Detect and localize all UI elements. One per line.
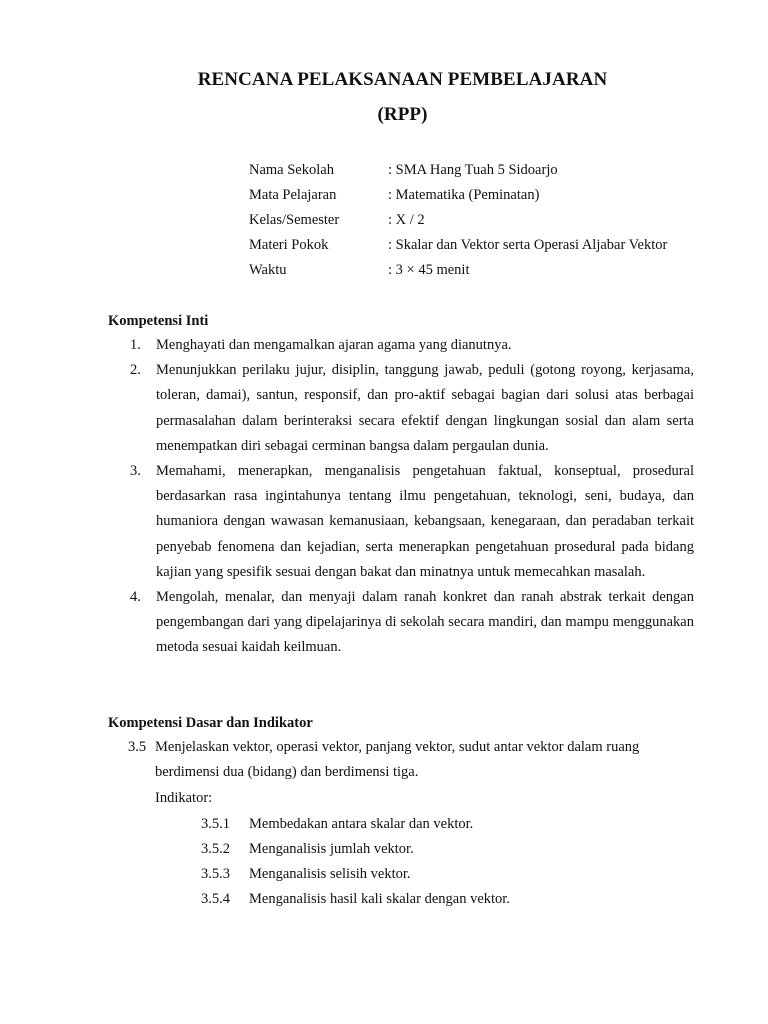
- kompetensi-inti-list: [130, 333, 694, 661]
- kd-number: 3.5: [128, 739, 147, 755]
- info-value: : Matematika (Peminatan): [388, 187, 540, 203]
- info-label: Waktu: [249, 262, 287, 278]
- list-item: [130, 358, 694, 459]
- section-heading-kompetensi-inti: Kompetensi Inti: [108, 313, 209, 329]
- info-value: : Skalar dan Vektor serta Operasi Aljabar Vektor: [388, 237, 668, 253]
- list-item-number: 1.: [130, 337, 141, 353]
- indikator-number: 3.5.3: [201, 866, 230, 882]
- list-item-number: 2.: [130, 362, 141, 379]
- indikator-text: Menganalisis selisih vektor.: [249, 866, 411, 882]
- list-item: [130, 333, 694, 358]
- section-heading-kompetensi-dasar: Kompetensi Dasar dan Indikator: [108, 715, 313, 731]
- list-item-text: Menghayati dan mengamalkan ajaran agama yang dianutnya.: [156, 337, 512, 353]
- list-item-number: 3.: [130, 463, 141, 480]
- indikator-text: Menganalisis jumlah vektor.: [249, 841, 414, 857]
- document-subtitle: (RPP): [377, 104, 428, 125]
- indikator-number: 3.5.2: [201, 841, 230, 857]
- info-label: Nama Sekolah: [249, 162, 334, 178]
- list-item-text: Memahami, menerapkan, menganalisis pengetahuan faktual, konseptual, prosedural berdasarkan rasa ingintahunya tentang ilmu pengetahuan, teknologi, seni, budaya, dan humaniora dengan wawasan kemanusiaan, kebangsaan, kenegaraan, dan peradaban terkait penyebab fenomena dan kejadian, serta menerapkan pengetahuan prosedural pada bidang kajian yang spesifik sesuai dengan bakat dan minatnya untuk memecahkan masalah.: [156, 463, 694, 580]
- kompetensi-dasar-item: [128, 735, 694, 785]
- info-value: : X / 2: [388, 212, 425, 228]
- kd-text-line1: Menjelaskan vektor, operasi vektor, panjang vektor, sudut antar vektor dalam ruang: [155, 739, 640, 755]
- info-value: : SMA Hang Tuah 5 Sidoarjo: [388, 162, 558, 178]
- info-value: : 3 × 45 menit: [388, 262, 470, 278]
- indikator-text: Menganalisis hasil kali skalar dengan vektor.: [249, 891, 510, 907]
- info-label: Materi Pokok: [249, 237, 329, 253]
- indikator-number: 3.5.4: [201, 891, 230, 907]
- indikator-number: 3.5.1: [201, 816, 230, 832]
- indikator-label: Indikator:: [155, 790, 213, 806]
- list-item-text: Mengolah, menalar, dan menyaji dalam ranah konkret dan ranah abstrak terkait dengan pengembangan dari yang dipelajarinya di sekolah secara mandiri, dan mampu menggunakan metoda sesuai kaidah keilmuan.: [156, 589, 694, 656]
- list-item: [130, 459, 694, 585]
- indikator-text: Membedakan antara skalar dan vektor.: [249, 816, 474, 832]
- document-title: RENCANA PELAKSANAAN PEMBELAJARAN: [197, 69, 608, 90]
- list-item: [130, 585, 694, 661]
- info-label: Mata Pelajaran: [249, 187, 337, 203]
- info-label: Kelas/Semester: [249, 212, 340, 228]
- list-item-text: Menunjukkan perilaku jujur, disiplin, tanggung jawab, peduli (gotong royong, kerjasama, toleran, damai), santun, responsif, dan pro-aktif sebagai bagian dari solusi atas berbagai permasalahan dalam berinteraksi secara efektif dengan lingkungan sosial dan alam serta menempatkan diri sebagai cerminan bangsa dalam pergaulan dunia.: [156, 362, 694, 454]
- list-item-number: 4.: [130, 589, 141, 606]
- kd-text-line2: berdimensi dua (bidang) dan berdimensi tiga.: [155, 764, 419, 781]
